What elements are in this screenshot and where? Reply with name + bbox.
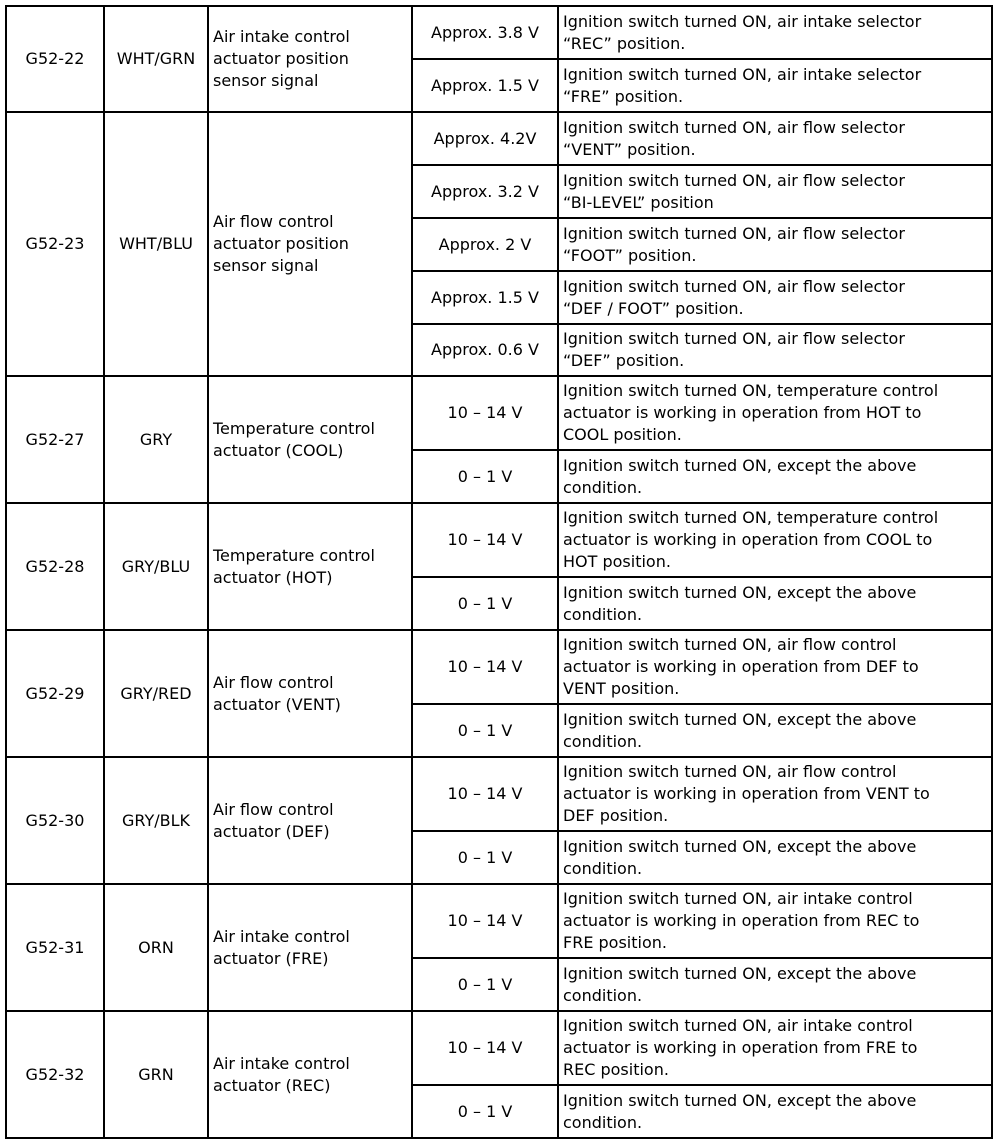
condition-line: actuator is working in operation from HOT to (563, 403, 922, 422)
condition-line: “DEF” position. (563, 351, 685, 370)
voltage-cell: 10 – 14 V (412, 503, 558, 577)
condition-line: HOT position. (563, 552, 671, 571)
condition-line: COOL position. (563, 425, 682, 444)
voltage-cell: 10 – 14 V (412, 630, 558, 704)
voltage-cell: Approx. 1.5 V (412, 271, 558, 324)
condition-line: actuator is working in operation from REC to (563, 911, 920, 930)
condition-line: condition. (563, 858, 643, 878)
condition-cell (558, 503, 992, 577)
terminal-cell: G52-29 (6, 630, 104, 757)
condition-line: condition. (563, 985, 643, 1005)
condition-cell (558, 1011, 992, 1085)
condition-cell (558, 831, 992, 884)
voltage-cell: 10 – 14 V (412, 376, 558, 450)
description-line: Air intake control (213, 1053, 350, 1073)
table-row (6, 6, 992, 59)
wire-color-cell: ORN (104, 884, 208, 1011)
description-cell (208, 376, 412, 503)
table-row (6, 757, 992, 831)
description-cell (208, 503, 412, 630)
condition-line: Ignition switch turned ON, air flow control (563, 762, 897, 781)
table-row (6, 376, 992, 450)
condition-cell (558, 630, 992, 704)
condition-line: “BI-LEVEL” position (563, 192, 714, 212)
wire-color-cell: WHT/BLU (104, 112, 208, 376)
voltage-cell: 10 – 14 V (412, 1011, 558, 1085)
condition-line: “FRE” position. (563, 86, 684, 106)
description-line: Air flow control (213, 212, 334, 231)
description-line: Air intake control (213, 926, 350, 946)
condition-cell (558, 165, 992, 218)
description-line: Temperature control (213, 545, 375, 565)
description-line: actuator (REC) (213, 1075, 331, 1095)
voltage-cell: 0 – 1 V (412, 1085, 558, 1138)
condition-cell (558, 958, 992, 1011)
terminal-cell: G52-27 (6, 376, 104, 503)
condition-line: actuator is working in operation from VENT to (563, 784, 930, 803)
wire-color-cell: GRY/BLU (104, 503, 208, 630)
condition-cell (558, 271, 992, 324)
condition-line: “VENT” position. (563, 139, 696, 159)
table-row (6, 884, 992, 958)
wire-color-cell: GRY/BLK (104, 757, 208, 884)
terminal-voltage-table-container (5, 5, 993, 1139)
terminal-cell: G52-32 (6, 1011, 104, 1138)
condition-line: “FOOT” position. (563, 245, 697, 265)
condition-line: Ignition switch turned ON, except the above (563, 1090, 917, 1110)
condition-cell (558, 450, 992, 503)
table-row (6, 630, 992, 704)
condition-line: Ignition switch turned ON, air flow selector (563, 276, 905, 296)
description-cell (208, 757, 412, 884)
condition-line: condition. (563, 604, 643, 624)
condition-line: condition. (563, 731, 643, 751)
condition-line: actuator is working in operation from FRE to (563, 1038, 918, 1057)
description-line: Temperature control (213, 418, 375, 438)
voltage-cell: Approx. 0.6 V (412, 324, 558, 376)
voltage-cell: 0 – 1 V (412, 831, 558, 884)
table-row (6, 1011, 992, 1085)
terminal-voltage-table (5, 5, 993, 1139)
terminal-cell: G52-23 (6, 112, 104, 376)
voltage-cell: Approx. 4.2V (412, 112, 558, 165)
condition-line: Ignition switch turned ON, air intake selector (563, 64, 922, 84)
condition-line: DEF position. (563, 806, 669, 825)
wire-color-cell: GRY/RED (104, 630, 208, 757)
terminal-cell: G52-28 (6, 503, 104, 630)
voltage-cell: 0 – 1 V (412, 577, 558, 630)
description-line: actuator position (213, 49, 349, 68)
condition-cell (558, 757, 992, 831)
condition-line: “REC” position. (563, 33, 686, 53)
condition-cell (558, 112, 992, 165)
voltage-cell: 0 – 1 V (412, 958, 558, 1011)
voltage-cell: 10 – 14 V (412, 884, 558, 958)
table-row (6, 112, 992, 165)
condition-line: condition. (563, 1112, 643, 1132)
condition-cell (558, 218, 992, 271)
voltage-cell: 0 – 1 V (412, 704, 558, 757)
condition-cell (558, 324, 992, 376)
condition-line: Ignition switch turned ON, air flow selector (563, 170, 905, 190)
description-line: sensor signal (213, 71, 319, 90)
description-cell (208, 6, 412, 112)
description-line: actuator (FRE) (213, 948, 329, 968)
condition-line: Ignition switch turned ON, except the above (563, 582, 917, 602)
description-cell (208, 1011, 412, 1138)
condition-line: FRE position. (563, 933, 667, 952)
description-cell (208, 884, 412, 1011)
wire-color-cell: GRY (104, 376, 208, 503)
condition-cell (558, 704, 992, 757)
voltage-cell: Approx. 3.2 V (412, 165, 558, 218)
description-cell (208, 630, 412, 757)
terminal-cell: G52-30 (6, 757, 104, 884)
condition-line: Ignition switch turned ON, except the above (563, 709, 917, 729)
description-line: Air flow control (213, 672, 334, 692)
condition-line: Ignition switch turned ON, except the above (563, 963, 917, 983)
condition-line: Ignition switch turned ON, air intake control (563, 889, 913, 908)
condition-line: actuator is working in operation from DEF to (563, 657, 919, 676)
condition-line: Ignition switch turned ON, except the above (563, 836, 917, 856)
condition-line: “DEF / FOOT” position. (563, 298, 744, 318)
condition-line: Ignition switch turned ON, air flow control (563, 635, 897, 654)
wire-color-cell: GRN (104, 1011, 208, 1138)
condition-line: Ignition switch turned ON, temperature control (563, 508, 939, 527)
description-line: actuator (HOT) (213, 567, 333, 587)
table-row (6, 503, 992, 577)
condition-line: Ignition switch turned ON, temperature control (563, 381, 939, 400)
condition-cell (558, 59, 992, 112)
description-line: Air flow control (213, 799, 334, 819)
voltage-cell: 0 – 1 V (412, 450, 558, 503)
description-line: Air intake control (213, 27, 350, 46)
terminal-cell: G52-22 (6, 6, 104, 112)
condition-line: condition. (563, 477, 643, 497)
description-line: actuator (COOL) (213, 440, 344, 460)
wire-color-cell: WHT/GRN (104, 6, 208, 112)
terminal-cell: G52-31 (6, 884, 104, 1011)
condition-line: Ignition switch turned ON, except the above (563, 455, 917, 475)
description-line: actuator position (213, 234, 349, 253)
description-line: actuator (DEF) (213, 821, 330, 841)
condition-cell (558, 577, 992, 630)
condition-line: actuator is working in operation from COOL to (563, 530, 933, 549)
condition-line: Ignition switch turned ON, air flow selector (563, 117, 905, 137)
condition-line: VENT position. (563, 679, 680, 698)
condition-line: Ignition switch turned ON, air flow selector (563, 223, 905, 243)
condition-line: REC position. (563, 1060, 669, 1079)
description-line: sensor signal (213, 256, 319, 275)
condition-line: Ignition switch turned ON, air intake control (563, 1016, 913, 1035)
voltage-cell: Approx. 2 V (412, 218, 558, 271)
condition-line: Ignition switch turned ON, air flow selector (563, 329, 905, 348)
voltage-cell: Approx. 3.8 V (412, 6, 558, 59)
condition-cell (558, 376, 992, 450)
condition-cell (558, 884, 992, 958)
condition-cell (558, 1085, 992, 1138)
condition-cell (558, 6, 992, 59)
description-line: actuator (VENT) (213, 694, 341, 714)
voltage-cell: 10 – 14 V (412, 757, 558, 831)
condition-line: Ignition switch turned ON, air intake selector (563, 11, 922, 31)
description-cell (208, 112, 412, 376)
voltage-cell: Approx. 1.5 V (412, 59, 558, 112)
